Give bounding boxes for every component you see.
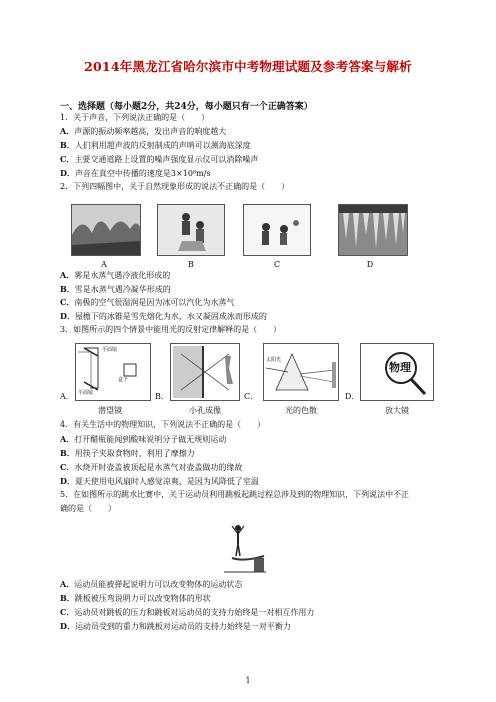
magnifier-text: 物理	[389, 361, 411, 374]
q2-stem: 2．下列四幅图中，关于自然现象形成的说法不正确的是（ ）	[60, 182, 290, 191]
q5-option-b: B．跳板被压弯说明力可以改变物体的形状	[60, 593, 211, 603]
q3-caption-periscope: 潜望镜	[98, 406, 122, 415]
q4-option-a: A．打开醋瓶能闻到酸味说明分子做无规则运动	[60, 434, 227, 444]
snow-photo	[157, 204, 225, 256]
frost-photo	[243, 204, 311, 256]
q3-stem: 3．如图所示的四个情景中能用光的反射定律解释的是（ ）	[60, 325, 282, 334]
pinhole-figure	[170, 343, 240, 401]
periscope-mirror-top-label: 平面镜	[102, 347, 118, 353]
q1-option-b: B．人们利用超声波的反射制成的声呐可以测海底深度	[60, 140, 251, 150]
q2-option-a: A．雾是水蒸气遇冷液化形成的	[60, 270, 171, 280]
q3-letter-a: A．	[60, 392, 74, 401]
periscope-mirror-bottom-label: 平面镜	[78, 390, 94, 396]
q2-fig-label-b: B	[188, 260, 194, 269]
q5-option-d: D．运动员受到的重力和跳板对运动员的支持力始终是一对平衡力	[60, 621, 291, 631]
q4-option-c: C．水烧开时壶盖被顶起是水蒸气对壶盖做功的缘故	[60, 462, 243, 472]
icicle-photo	[338, 204, 408, 256]
q2-option-c: C．南极的空气很湿润是因为冰可以汽化为水蒸气	[60, 297, 235, 307]
q3-caption-magnifier: 放大镜	[385, 406, 409, 415]
fog-photo	[71, 204, 141, 256]
q5-stem-line-1: 5．在如图所示的跳水比赛中，关于运动员利用跳板起跳过程总涉及到的物理知识，下列说法中不正	[60, 490, 410, 499]
diving-board-figure	[224, 524, 266, 574]
q3-letter-b: B．	[155, 392, 169, 401]
q5-option-c: C．运动员对跳板的压力和跳板对运动员的支持力始终是一对相互作用力	[60, 607, 315, 617]
q2-fig-label-d: D	[366, 260, 374, 269]
q1-option-c: C．主要交通道路上设置的噪声强度显示仪可以消除噪声	[60, 154, 259, 164]
dispersion-figure	[263, 343, 339, 401]
q4-option-d: D．夏天使用电风扇时人感觉凉爽，是因为风降低了室温	[60, 476, 259, 486]
q4-option-b: B．用筷子夹取食物时，利用了摩擦力	[60, 448, 195, 458]
q2-fig-label-c: C	[273, 260, 281, 269]
periscope-figure	[75, 343, 151, 401]
q2-option-b: B．雪是水蒸气遇冷凝华形成的	[60, 284, 171, 294]
periscope-box-label: 盒子	[118, 377, 129, 383]
q1-stem: 1．关于声音，下列说法正确的是（ ）	[60, 113, 210, 122]
q1-option-a: A．声源的振动频率越高，发出声音的响度越大	[60, 126, 227, 136]
q2-fig-label-a: A	[101, 260, 107, 269]
q2-option-d: D．屋檐下的冰锥是雪先熔化为水，水又凝固成冰而形成的	[60, 311, 267, 321]
q3-letter-d: D．	[345, 392, 360, 401]
section-heading: 一、选择题（每小题2分，共24分，每小题只有一个正确答案）	[60, 102, 313, 112]
q3-caption-dispersion: 光的色散	[285, 406, 317, 415]
q1-option-d: D．声音在真空中传播的速度是3×10⁸m/s	[60, 168, 211, 178]
q3-caption-pinhole: 小孔成像	[189, 406, 221, 415]
page-title: 2014年黑龙江省哈尔滨市中考物理试题及参考答案与解析	[84, 59, 412, 74]
page-number: 1	[245, 676, 251, 685]
magnifier-figure	[360, 343, 434, 401]
dispersion-light-label: 太阳光	[266, 357, 282, 363]
q3-letter-c: C．	[244, 392, 259, 401]
q5-stem-line-2: 确的是（ ）	[60, 504, 116, 513]
q5-option-a: A．运动员能被弹起说明力可以改变物体的运动状态	[60, 579, 243, 589]
q4-stem: 4．有关生活中的物理知识，下列说法不正确的是（ ）	[60, 420, 266, 429]
